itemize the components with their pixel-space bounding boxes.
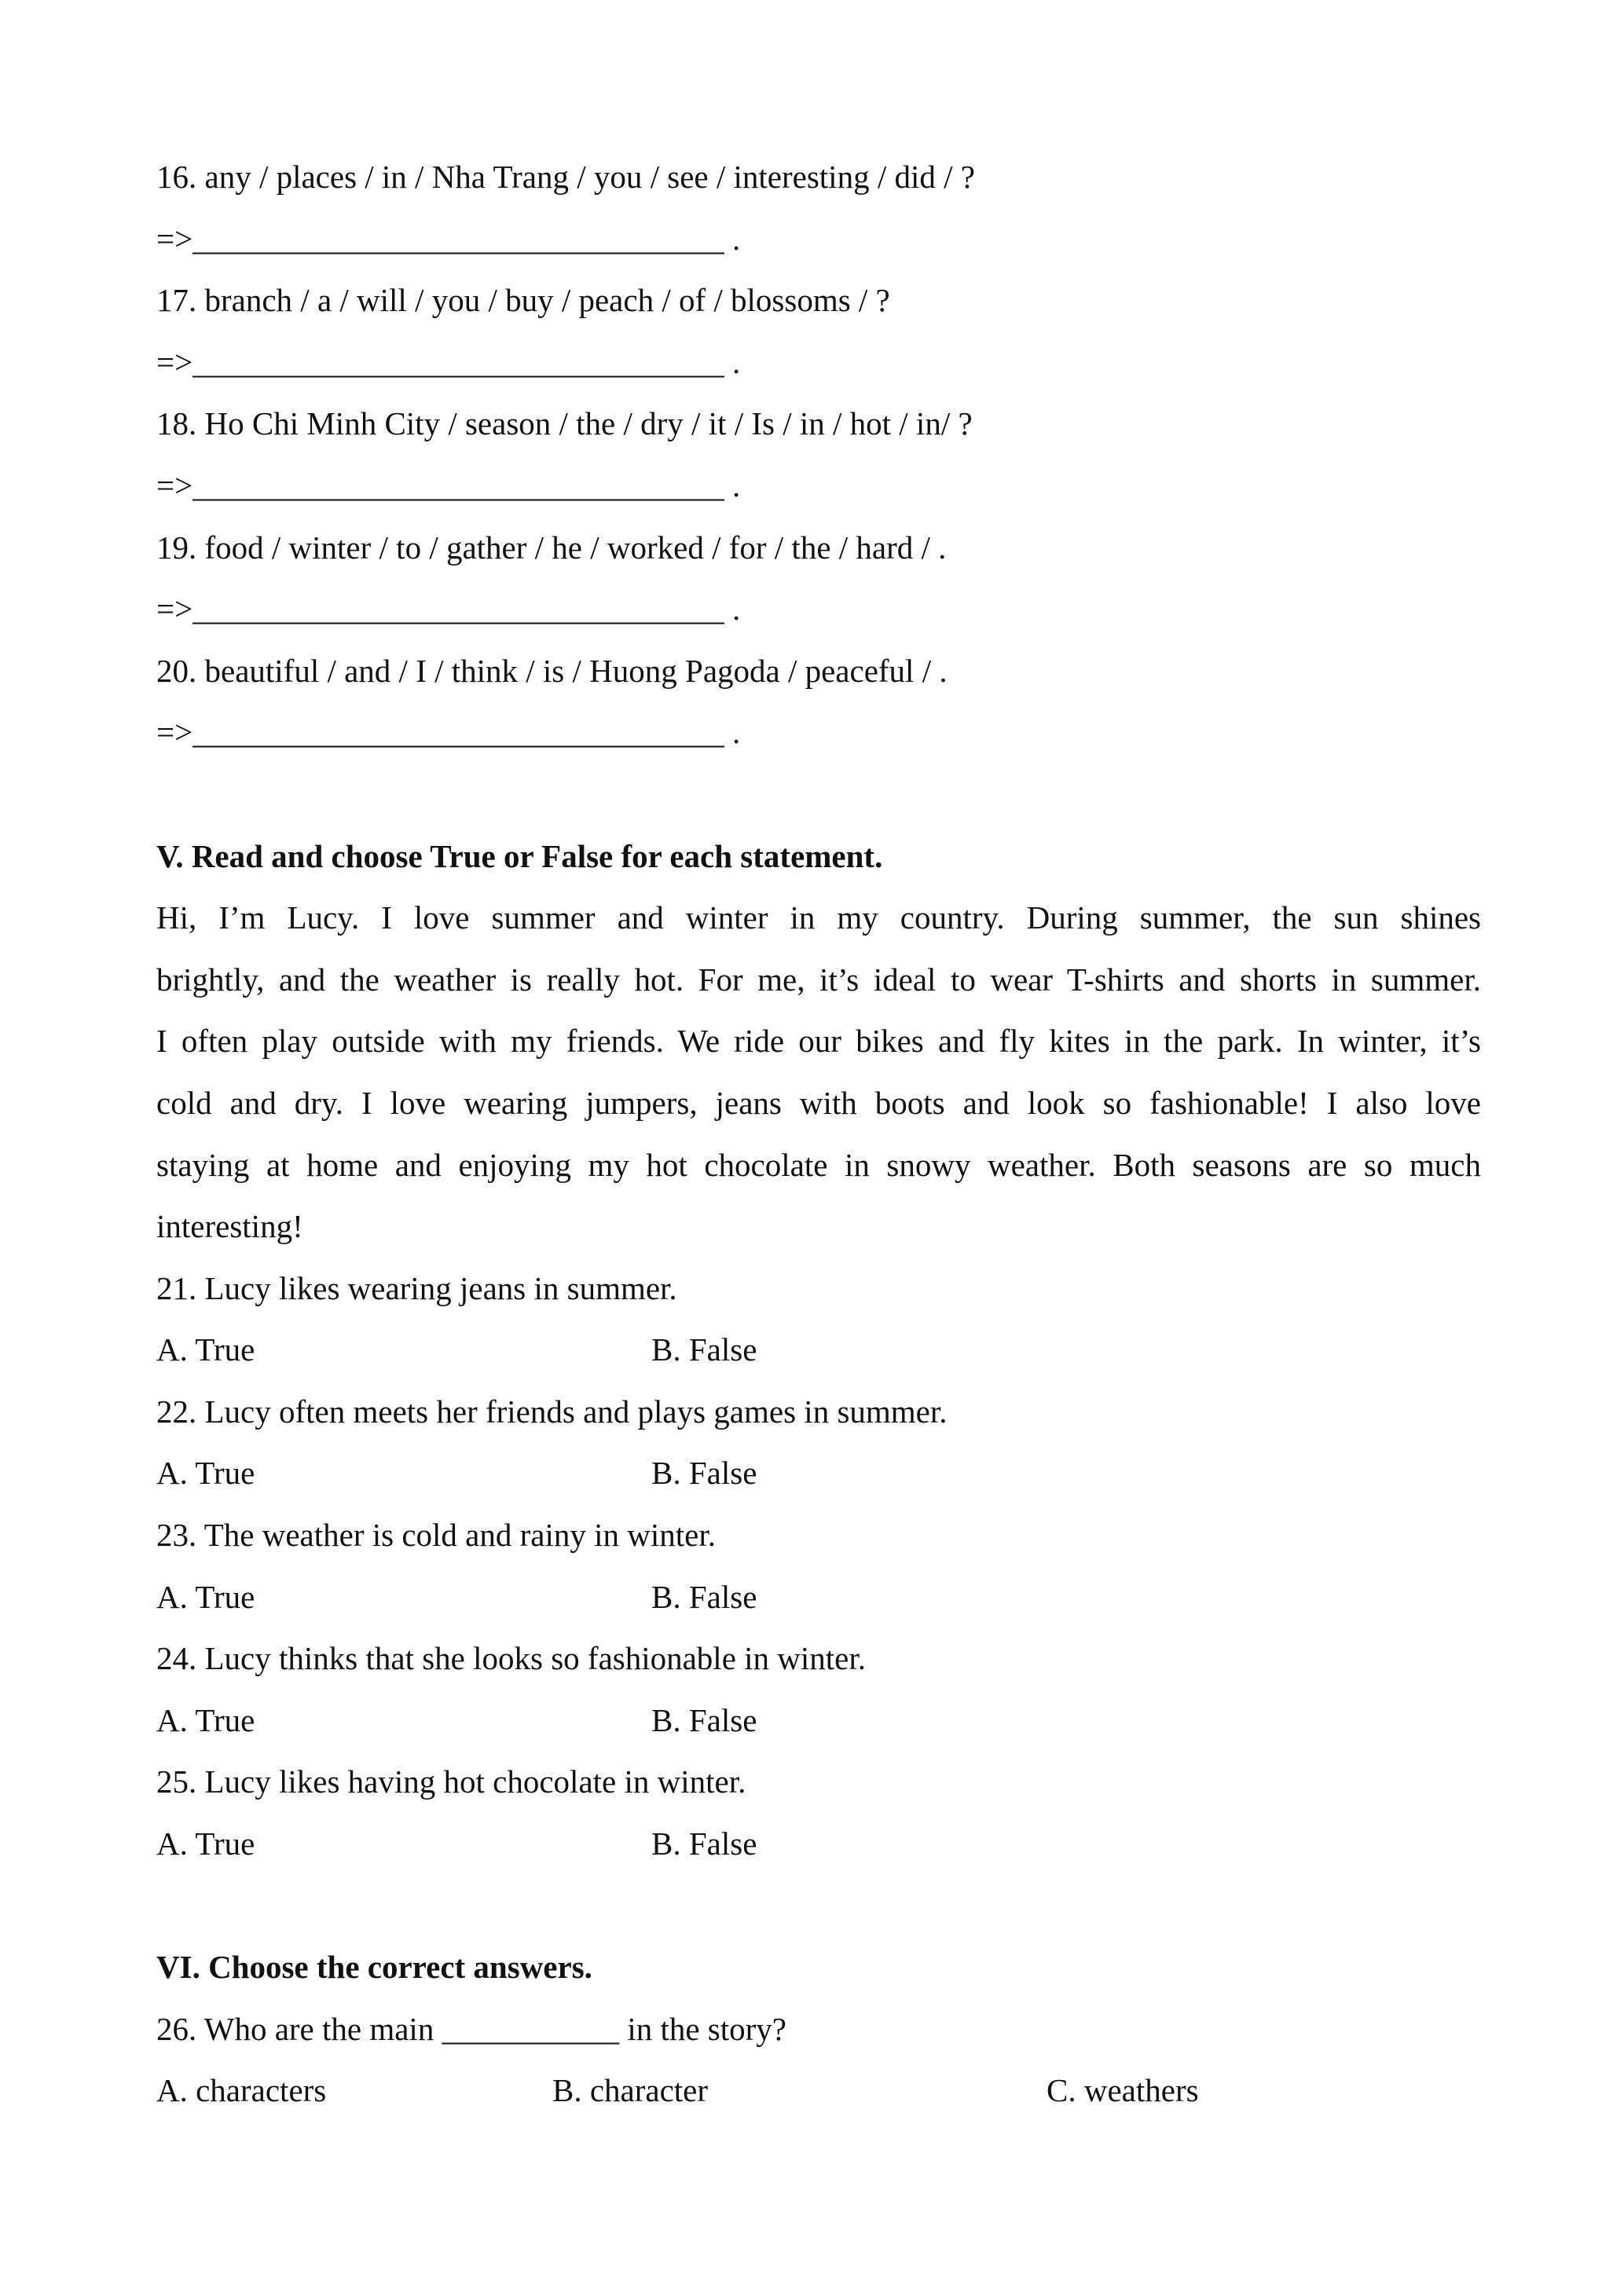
reorder-question: 19. food / winter / to / gather / he / worked / for / the / hard / . [156, 529, 947, 566]
option-b[interactable]: B. False [651, 1578, 757, 1615]
answer-line[interactable]: =>_________________________________ . [156, 591, 741, 628]
option-a[interactable]: A. True [156, 1455, 255, 1492]
tf-question: 24. Lucy thinks that she looks so fashionable in winter. [156, 1640, 867, 1677]
true-false-questions [156, 1258, 1481, 1875]
answer-options [156, 2060, 1481, 2122]
option-b[interactable]: B. False [651, 1701, 757, 1738]
tf-question: 25. Lucy likes having hot chocolate in winter. [156, 1763, 746, 1800]
tf-question: 22. Lucy often meets her friends and plays games in summer. [156, 1393, 948, 1430]
tf-question: 21. Lucy likes wearing jeans in summer. [156, 1269, 677, 1306]
answer-options [156, 1442, 1481, 1504]
section-reorder [156, 146, 1481, 764]
multiple-choice-questions [156, 1998, 1481, 2122]
answer-options [156, 1813, 1481, 1875]
option-b[interactable]: B. character [552, 2072, 709, 2109]
reorder-question: 18. Ho Chi Minh City / season / the / dry / it / Is / in / hot / in/ ? [156, 405, 973, 442]
passage-line: Hi, I’m Lucy. I love summer and winter in my country. During summer, the sun shines [156, 899, 1481, 936]
option-a[interactable]: A. True [156, 1331, 255, 1368]
section-vi-heading: VI. Choose the correct answers. [156, 1949, 592, 1986]
tf-question: 23. The weather is cold and rainy in winter. [156, 1517, 716, 1554]
mc-question: 26. Who are the main ___________ in the story? [156, 2010, 787, 2047]
option-b[interactable]: B. False [651, 1331, 757, 1368]
reading-passage [156, 887, 1481, 1258]
reorder-question: 16. any / places / in / Nha Trang / you / see / interesting / did / ? [156, 159, 975, 195]
answer-options [156, 1690, 1481, 1752]
option-b[interactable]: B. False [651, 1825, 757, 1862]
option-b[interactable]: B. False [651, 1455, 757, 1492]
passage-line: brightly, and the weather is really hot. For me, it’s ideal to wear T-shirts and shorts in summer. [156, 961, 1481, 998]
answer-line[interactable]: =>_________________________________ . [156, 343, 741, 380]
option-a[interactable]: A. True [156, 1578, 255, 1615]
answer-options [156, 1319, 1481, 1381]
option-a[interactable]: A. True [156, 1825, 255, 1862]
answer-options [156, 1566, 1481, 1628]
answer-line[interactable]: =>_________________________________ . [156, 220, 741, 257]
passage-line: cold and dry. I love wearing jumpers, jeans with boots and look so fashionable! I also love [156, 1084, 1481, 1121]
option-c[interactable]: C. weathers [1047, 2072, 1199, 2109]
reorder-question: 17. branch / a / will / you / buy / peach / of / blossoms / ? [156, 282, 890, 319]
answer-line[interactable]: =>_________________________________ . [156, 714, 741, 751]
passage-line: staying at home and enjoying my hot chocolate in snowy weather. Both seasons are so much [156, 1146, 1481, 1183]
option-a[interactable]: A. True [156, 1701, 255, 1738]
passage-line: I often play outside with my friends. We ride our bikes and fly kites in the park. In winter, it’s [156, 1023, 1481, 1060]
option-a[interactable]: A. characters [156, 2072, 327, 2109]
reorder-question: 20. beautiful / and / I / think / is / Huong Pagoda / peaceful / . [156, 652, 948, 689]
passage-line: interesting! [156, 1208, 303, 1245]
section-v-heading: V. Read and choose True or False for each statement. [156, 837, 883, 874]
answer-line[interactable]: =>_________________________________ . [156, 467, 741, 504]
worksheet-page [156, 146, 1481, 2122]
